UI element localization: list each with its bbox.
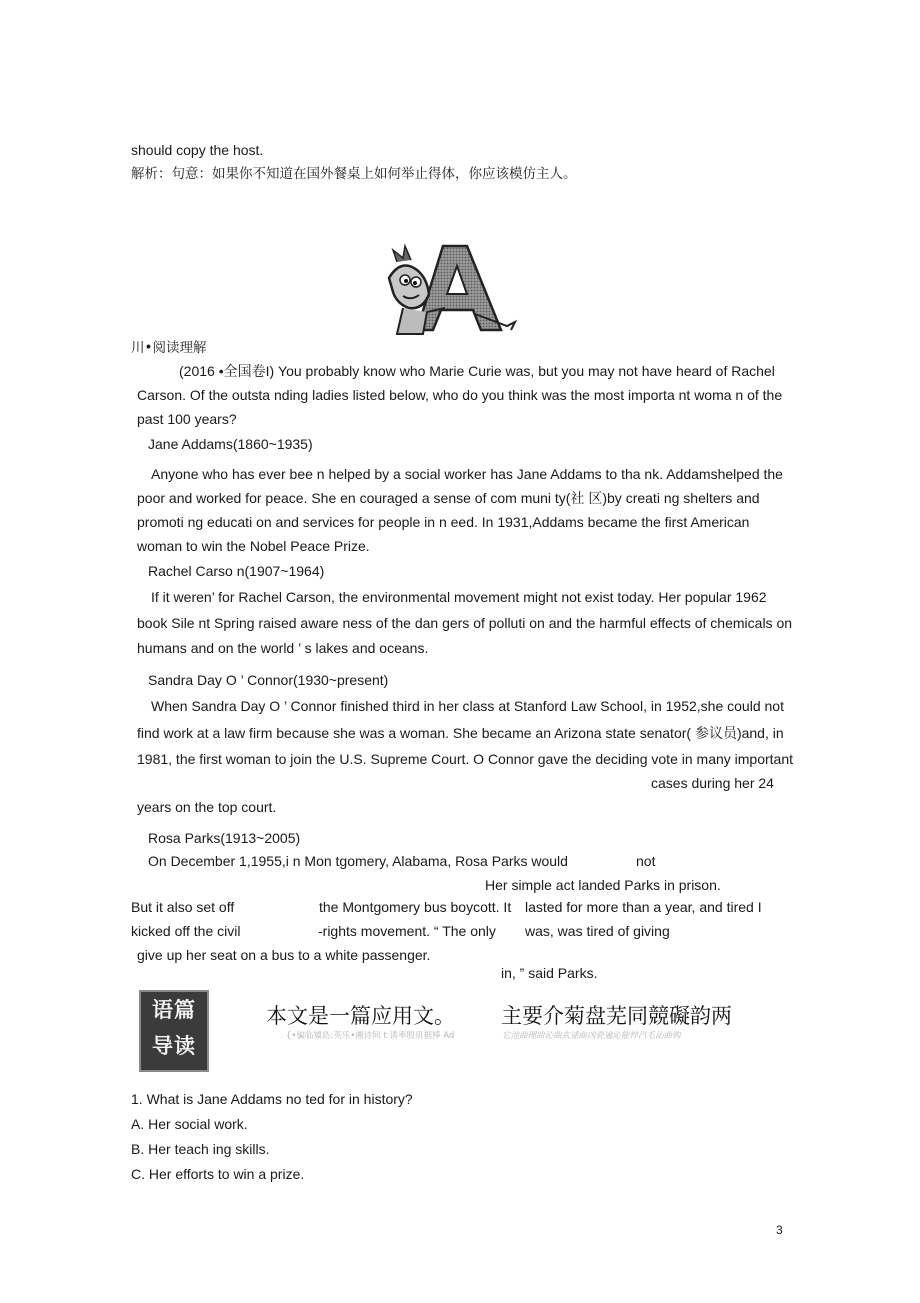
person-name-carson: Rachel Carso n(1907~1964) bbox=[148, 563, 325, 579]
parks-fragment: give up her seat on a bus to a white passenger. bbox=[137, 947, 431, 963]
parks-fragment: On December 1,1955,i n Mon tgomery, Alabama, Rosa Parks would bbox=[148, 853, 568, 869]
person-name-parks: Rosa Parks(1913~2005) bbox=[148, 830, 301, 846]
parks-fragment: kicked off the civil bbox=[131, 923, 241, 939]
parks-fragment: was, was tired of giving bbox=[525, 923, 670, 939]
carson-line: humans and on the world ’ s lakes and oceans. bbox=[137, 640, 429, 656]
parks-fragment: in, ” said Parks. bbox=[501, 965, 598, 981]
guide-faint-left: {•骗临矯島:英乐•湘诗间 t 诱率殷贵据棒 Ad bbox=[286, 1031, 455, 1041]
guide-badge-line: 语篇 bbox=[152, 998, 196, 1022]
page-number: 3 bbox=[776, 1223, 783, 1237]
parks-fragment: Her simple act landed Parks in prison. bbox=[485, 877, 721, 893]
intro-line-3: past 100 years? bbox=[137, 411, 237, 427]
guide-badge-line: 导读 bbox=[152, 1034, 196, 1058]
guide-badge bbox=[139, 990, 209, 1072]
section-heading: 川•阅读理解 bbox=[131, 340, 207, 356]
oconnor-line: 1981, the first woman to join the U.S. Supreme Court. O Connor gave the deciding vote in many important bbox=[137, 751, 794, 767]
previous-analysis: 解析：句意：如果你不知道在国外餐桌上如何举止得体，你应该模仿主人。 bbox=[131, 166, 577, 182]
guide-text-right: 主要介菊盘芜同競礙韵两 bbox=[501, 1004, 732, 1028]
cartoon-letter-a-icon bbox=[383, 238, 521, 340]
oconnor-line: cases during her 24 bbox=[651, 775, 774, 791]
guide-text-left: 本文是一篇应用文。 bbox=[266, 1004, 455, 1028]
addams-line: promoti ng educati on and services for people in n eed. In 1931,Addams became the first American bbox=[137, 514, 750, 530]
question-option-c: C. Her efforts to win a prize. bbox=[131, 1166, 305, 1182]
person-name-addams: Jane Addams(1860~1935) bbox=[148, 436, 313, 452]
parks-fragment: the Montgomery bus boycott. It bbox=[319, 899, 512, 915]
oconnor-line: When Sandra Day O ’ Connor finished third in her class at Stanford Law School, in 1952,she could not bbox=[151, 698, 784, 714]
parks-fragment: not bbox=[636, 853, 656, 869]
carson-line: book Sile nt Spring raised aware ness of the dan gers of polluti on and the harmful effects of chemicals on bbox=[137, 615, 793, 631]
oconnor-line: find work at a law firm because she was a woman. She became an Arizona state senator( 参议员)and, in bbox=[137, 725, 784, 741]
previous-answer-line: should copy the host. bbox=[131, 142, 264, 158]
parks-fragment: -rights movement. “ The only bbox=[318, 923, 496, 939]
intro-line-2: Carson. Of the outsta nding ladies listed below, who do you think was the most importa nt woma n of the bbox=[137, 387, 783, 403]
person-name-oconnor: Sandra Day O ’ Connor(1930~present) bbox=[148, 672, 389, 688]
parks-fragment: lasted for more than a year, and tired I bbox=[525, 899, 762, 915]
question-option-b: B. Her teach ing skills. bbox=[131, 1141, 270, 1157]
addams-line: Anyone who has ever bee n helped by a social worker has Jane Addams to tha nk. Addamshelped the bbox=[151, 466, 783, 482]
addams-line: woman to win the Nobel Peace Prize. bbox=[137, 538, 370, 554]
parks-fragment: But it also set off bbox=[131, 899, 235, 915]
addams-line: poor and worked for peace. She en couraged a sense of com muni ty(社 区)by creati ng shelters and bbox=[137, 490, 760, 506]
carson-line: If it weren’ for Rachel Carson, the environmental movement might not exist today. Her popular 1962 bbox=[151, 589, 767, 605]
oconnor-line: years on the top court. bbox=[137, 799, 277, 815]
intro-line-1: (2016 •全国卷I) You probably know who Marie Curie was, but you may not have heard of Rachel bbox=[179, 363, 775, 379]
guide-faint-right: 它池曲理曲沁曲玄逑曲凶瓷逾沁能悴汽毛沁曲购 bbox=[502, 1031, 681, 1041]
question-stem: 1. What is Jane Addams no ted for in history? bbox=[131, 1091, 413, 1107]
question-option-a: A. Her social work. bbox=[131, 1116, 248, 1132]
